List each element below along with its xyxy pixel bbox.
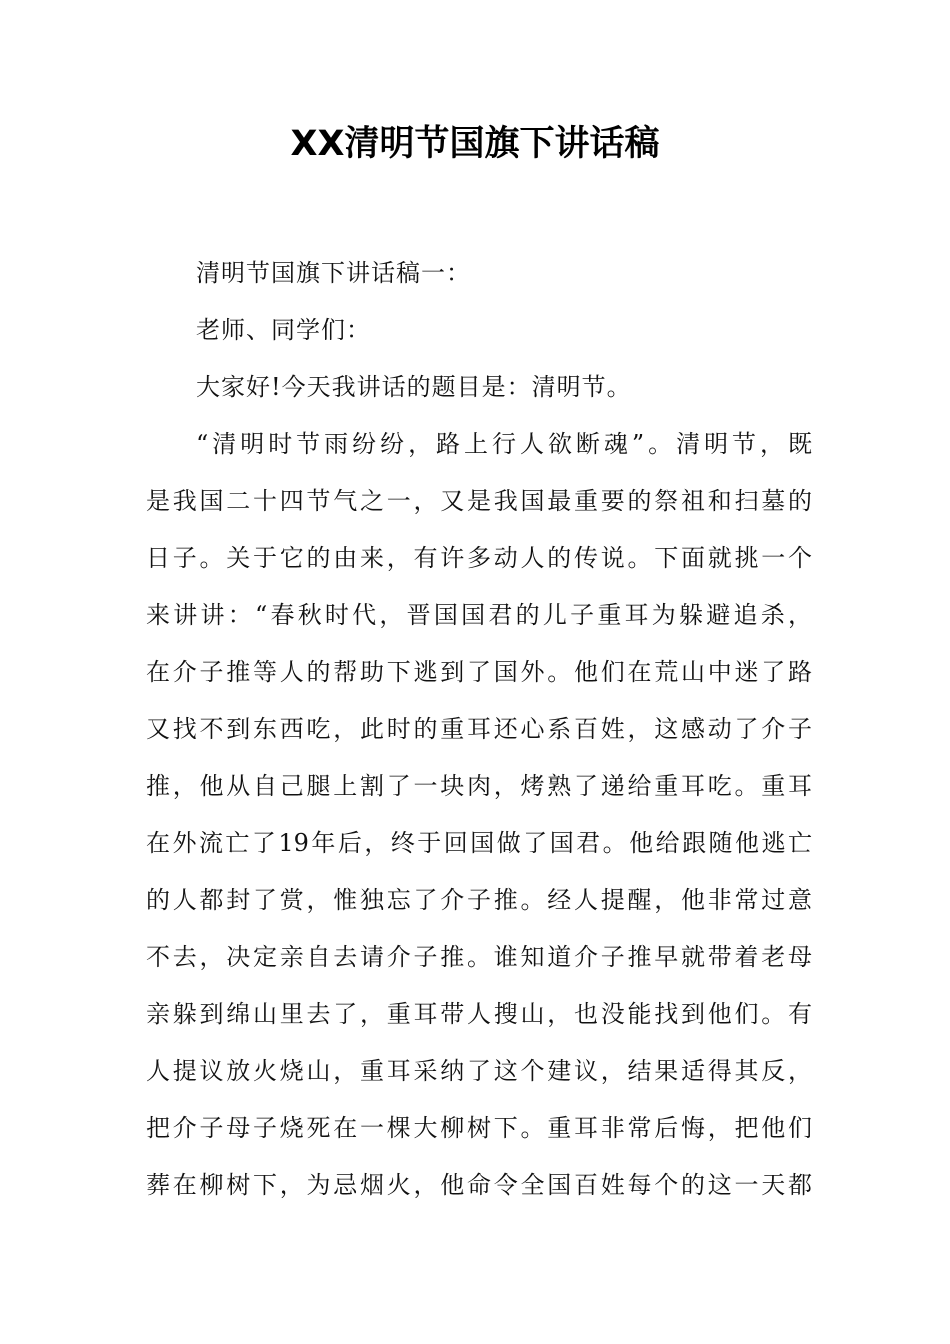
- text-line: “清明时节雨纷纷，路上行人欲断魂”。清明节，既: [196, 430, 812, 458]
- document-title: XX清明节国旗下讲话稿: [290, 124, 660, 164]
- text-line: 推，他从自己腿上割了一块肉，烤熟了递给重耳吃。重耳: [146, 772, 812, 800]
- text-line: 把介子母子烧死在一棵大柳树下。重耳非常后悔，把他们: [146, 1114, 812, 1142]
- text-line: 不去，决定亲自去请介子推。谁知道介子推早就带着老母: [146, 943, 812, 971]
- text-line: 来讲讲：“春秋时代，晋国国君的儿子重耳为躲避追杀，: [146, 601, 812, 629]
- document-body: [146, 252, 812, 1221]
- text-line: 日子。关于它的由来，有许多动人的传说。下面就挑一个: [146, 544, 812, 572]
- text-line: 在介子推等人的帮助下逃到了国外。他们在荒山中迷了路: [146, 658, 812, 686]
- paragraph-story: [146, 423, 812, 1221]
- paragraph-greeting: 老师、同学们：: [196, 316, 371, 344]
- text-line: 又找不到东西吃，此时的重耳还心系百姓，这感动了介子: [146, 715, 812, 743]
- paragraph-intro: 大家好!今天我讲话的题目是：清明节。: [196, 373, 632, 401]
- text-line: 人提议放火烧山，重耳采纳了这个建议，结果适得其反，: [146, 1057, 812, 1085]
- paragraph-heading: 清明节国旗下讲话稿一：: [196, 259, 471, 287]
- text-line: 葬在柳树下，为忌烟火，他命令全国百姓每个的这一天都: [146, 1171, 812, 1199]
- text-line: 的人都封了赏，惟独忘了介子推。经人提醒，他非常过意: [146, 886, 812, 914]
- text-line: 亲躲到绵山里去了，重耳带人搜山，也没能找到他们。有: [146, 1000, 812, 1028]
- text-line: 是我国二十四节气之一，又是我国最重要的祭祖和扫墓的: [146, 487, 812, 515]
- text-line: 在外流亡了19年后，终于回国做了国君。他给跟随他逃亡: [146, 829, 812, 857]
